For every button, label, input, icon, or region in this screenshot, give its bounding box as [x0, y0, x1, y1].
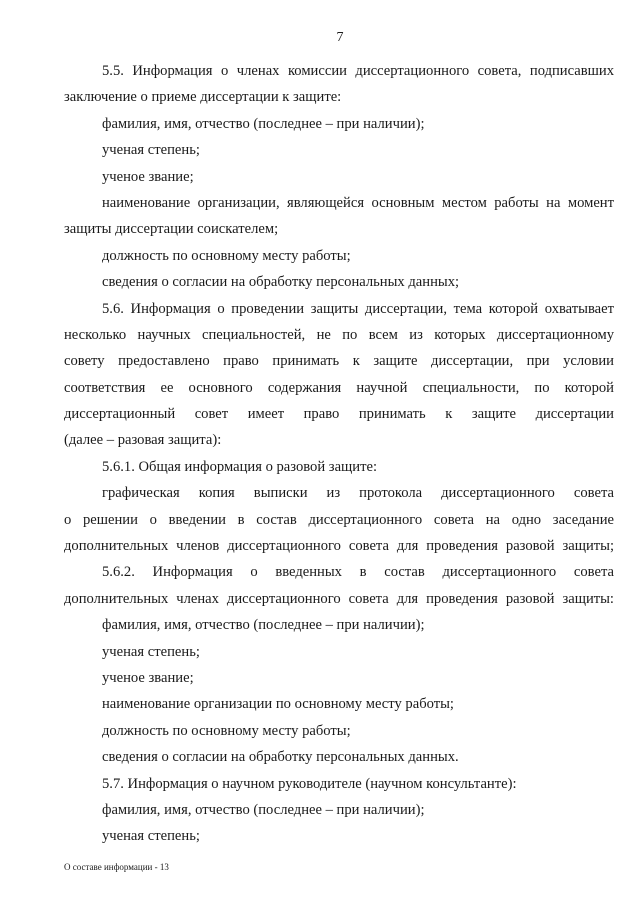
text-line: должность по основному месту работы; — [102, 722, 351, 739]
text-line: должность по основному месту работы; — [102, 247, 351, 264]
text-line: дополнительных членах диссертационного совета для проведения разовой защиты: — [64, 590, 614, 607]
text-line: ученая степень; — [102, 142, 200, 159]
text-line: защиты диссертации соискателем; — [64, 221, 279, 238]
footer-note: О составе информации - 13 — [64, 862, 169, 872]
text-line: дополнительных членов диссертационного совета для проведения разовой защиты; — [64, 538, 614, 555]
page-number: 7 — [336, 30, 344, 45]
text-line: несколько научных специальностей, не по всем из которых диссертационному — [64, 326, 614, 343]
text-line: наименование организации по основному месту работы; — [102, 696, 454, 713]
text-line: 5.7. Информация о научном руководителе (научном консультанте): — [102, 775, 517, 792]
text-line: фамилия, имя, отчество (последнее – при наличии); — [102, 115, 425, 132]
body-text — [64, 58, 614, 850]
text-line: фамилия, имя, отчество (последнее – при наличии); — [102, 801, 425, 818]
text-line: соответствия ее основного содержания научной специальности, по которой — [64, 379, 614, 396]
text-line: заключение о приеме диссертации к защите: — [64, 89, 342, 106]
text-line: диссертационный совет имеет право принимать к защите диссертации — [64, 406, 614, 423]
text-line: сведения о согласии на обработку персональных данных. — [102, 749, 459, 766]
text-line: 5.6. Информация о проведении защиты диссертации, тема которой охватывает — [102, 300, 614, 317]
text-line: фамилия, имя, отчество (последнее – при наличии); — [102, 617, 425, 634]
text-line: совету предоставлено право принимать к защите диссертации, при условии — [64, 353, 614, 370]
text-line: 5.5. Информация о членах комиссии диссертационного совета, подписавших — [102, 63, 614, 79]
text-line: ученая степень; — [102, 828, 200, 845]
text-line: ученая степень; — [102, 643, 200, 660]
text-line: о решении о введении в состав диссертационного совета на одно заседание — [64, 511, 614, 528]
text-line: сведения о согласии на обработку персональных данных; — [102, 274, 460, 291]
text-line: (далее – разовая защита): — [64, 432, 222, 449]
text-line: 5.6.1. Общая информация о разовой защите: — [102, 458, 378, 475]
text-line: наименование организации, являющейся основным местом работы на момент — [102, 194, 614, 211]
text-line: ученое звание; — [102, 168, 194, 185]
text-line: ученое звание; — [102, 669, 194, 686]
text-line: графическая копия выписки из протокола диссертационного совета — [102, 485, 614, 502]
text-line: 5.6.2. Информация о введенных в состав диссертационного совета — [102, 564, 614, 581]
